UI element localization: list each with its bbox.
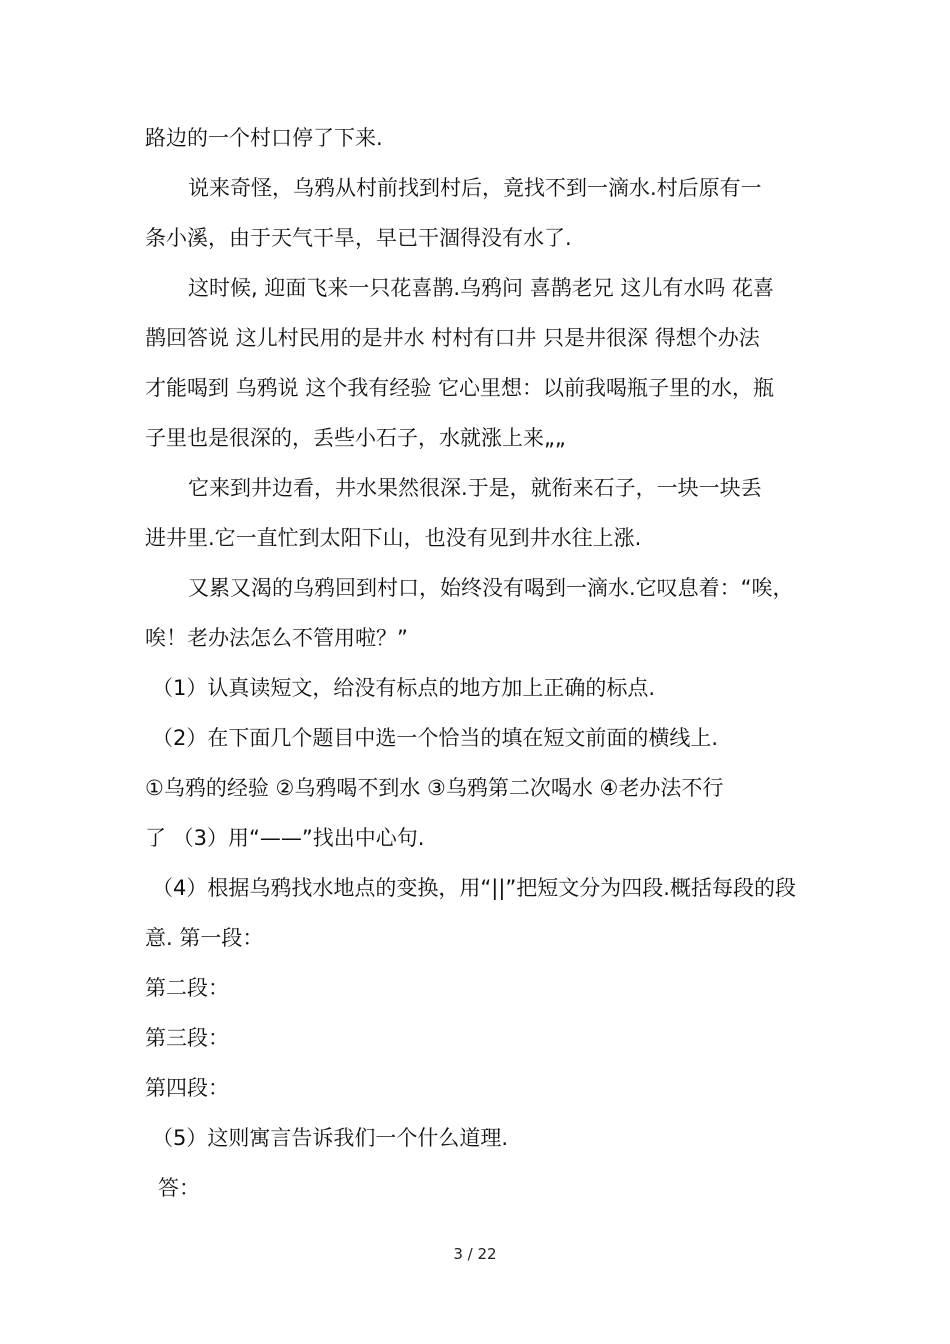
story-line-1: 路边的一个村口停了下来.	[145, 126, 383, 150]
question-2: （2）在下面几个题目中选一个恰当的填在短文前面的横线上.	[152, 726, 719, 750]
story-line-9: 进井里.它一直忙到太阳下山，也没有见到井水往上涨.	[145, 526, 642, 550]
story-line-5: 鹊回答说 这儿村民用的是井水 村村有口井 只是井很深 得想个办法	[145, 326, 760, 350]
story-line-3: 条小溪，由于天气干旱，早已干涸得没有水了.	[145, 226, 572, 250]
question-4: （4）根据乌鸦找水地点的变换，用“||”把短文分为四段.概括每段的段	[152, 876, 796, 900]
story-line-11: 唉！老办法怎么不管用啦？”	[145, 626, 408, 650]
question-3: 了 （3）用“——”找出中心句.	[145, 826, 425, 850]
question-2-options: ①乌鸦的经验 ②乌鸦喝不到水 ③乌鸦第二次喝水 ④老办法不行	[145, 776, 724, 800]
question-4-segment-1: 意. 第一段：	[145, 926, 264, 950]
story-line-6: 才能喝到 乌鸦说 这个我有经验 它心里想：以前我喝瓶子里的水，瓶	[145, 376, 775, 400]
answer-label: 答：	[158, 1176, 200, 1200]
story-line-10: 又累又渴的乌鸦回到村口，始终没有喝到一滴水.它叹息着：“唉，	[188, 576, 794, 600]
question-4-segment-4: 第四段：	[145, 1076, 229, 1100]
question-1: （1）认真读短文，给没有标点的地方加上正确的标点.	[152, 676, 656, 700]
story-line-2: 说来奇怪，乌鸦从村前找到村后，竟找不到一滴水.村后原有一	[188, 176, 762, 200]
question-4-segment-3: 第三段：	[145, 1026, 229, 1050]
page-number: 3 / 22	[453, 1245, 497, 1263]
question-4-segment-2: 第二段：	[145, 976, 229, 1000]
story-line-4: 这时候, 迎面飞来一只花喜鹊.乌鸦问 喜鹊老兄 这儿有水吗 花喜	[188, 276, 775, 300]
question-5: （5）这则寓言告诉我们一个什么道理.	[152, 1126, 509, 1150]
story-line-7: 子里也是很深的，丢些小石子，水就涨上来„„	[145, 426, 566, 450]
story-line-8: 它来到井边看，井水果然很深.于是，就衔来石子，一块一块丢	[188, 476, 762, 500]
